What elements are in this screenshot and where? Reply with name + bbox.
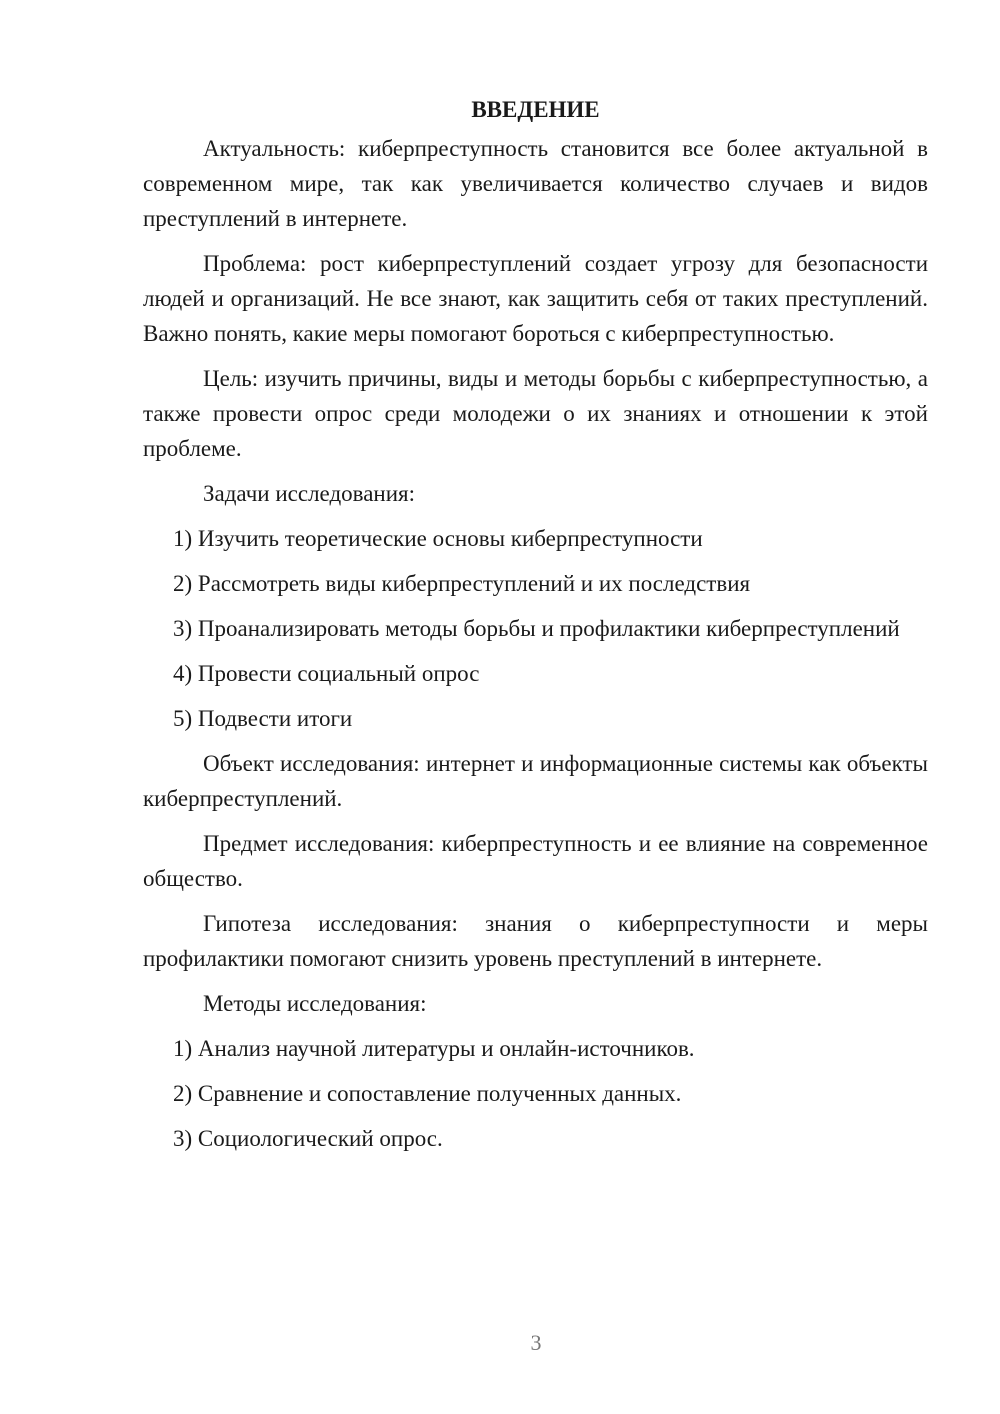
task-item: 2) Рассмотреть виды киберпреступлений и их последствия bbox=[173, 571, 751, 596]
method-item: 2) Сравнение и сопоставление полученных данных. bbox=[173, 1081, 682, 1106]
problem-paragraph: Проблема: рост киберпреступлений создает угрозу для безопасности людей и организаций. Не все знают, как защитить себя от таких преступлений. Важно понять, какие меры помогают бороться с киберпреступностью. bbox=[143, 251, 928, 346]
method-item: 3) Социологический опрос. bbox=[173, 1126, 443, 1151]
object-paragraph: Объект исследования: интернет и информационные системы как объекты киберпреступлений. bbox=[143, 751, 928, 811]
tasks-heading: Задачи исследования: bbox=[203, 481, 416, 506]
relevance-paragraph: Актуальность: киберпреступность становится все более актуальной в современном мире, так как увеличивается количество случаев и видов преступлений в интернете. bbox=[143, 136, 928, 231]
goal-paragraph: Цель: изучить причины, виды и методы борьбы с киберпреступностью, а также провести опрос среди молодежи о их знаниях и отношении к этой проблеме. bbox=[143, 366, 928, 461]
task-item: 4) Провести социальный опрос bbox=[173, 661, 480, 686]
subject-paragraph: Предмет исследования: киберпреступность и ее влияние на современное общество. bbox=[143, 831, 928, 891]
hypothesis-paragraph: Гипотеза исследования: знания о киберпреступности и меры профилактики помогают снизить уровень преступлений в интернете. bbox=[143, 911, 928, 971]
methods-heading: Методы исследования: bbox=[203, 991, 427, 1016]
page-number: 3 bbox=[530, 1330, 542, 1355]
task-item: 3) Проанализировать методы борьбы и профилактики киберпреступлений bbox=[173, 616, 900, 641]
task-item: 5) Подвести итоги bbox=[173, 706, 353, 731]
document-page bbox=[143, 92, 928, 1166]
section-title: ВВЕДЕНИЕ bbox=[471, 97, 600, 122]
task-item: 1) Изучить теоретические основы киберпреступности bbox=[173, 526, 703, 551]
method-item: 1) Анализ научной литературы и онлайн-источников. bbox=[173, 1036, 695, 1061]
